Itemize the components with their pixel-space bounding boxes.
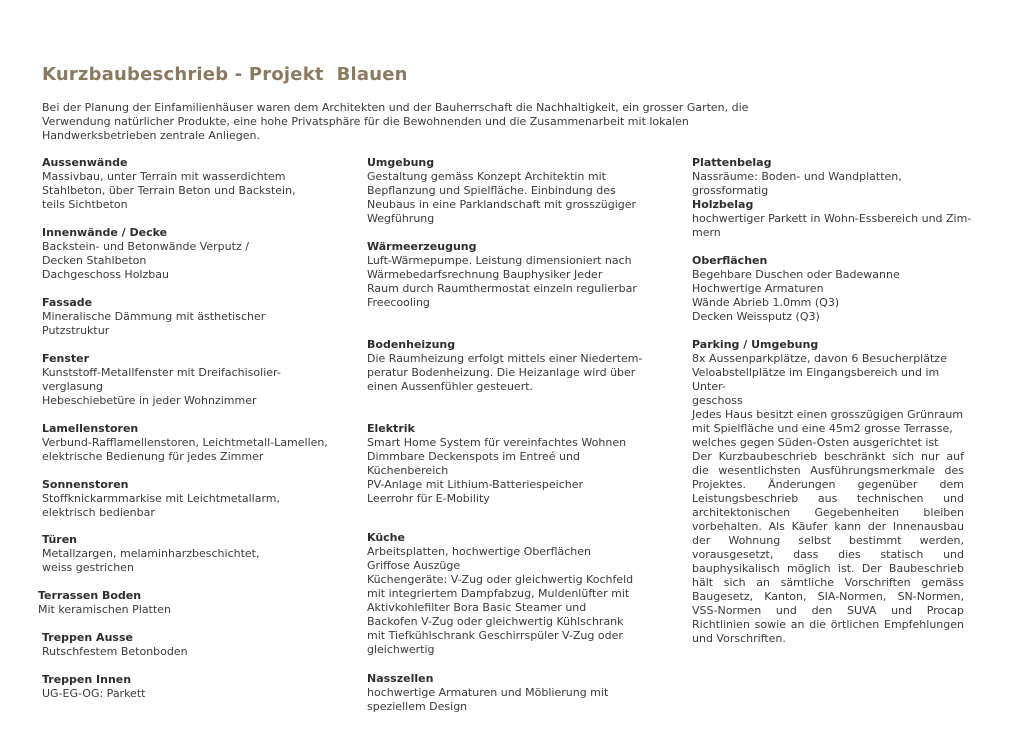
section-heading: Parking / Umgebung <box>692 338 819 351</box>
section-text: UG-EG-OG: Parkett <box>42 687 146 700</box>
page-title: Kurzbaubeschrieb - Projekt Blauen <box>42 64 408 85</box>
section-heading: Fassade <box>42 296 93 309</box>
section-umgebung <box>367 156 667 226</box>
section-text: Gestaltung gemäss Konzept Architektin mit Bepflanzung und Spielfläche. Einbindung des Neubaus in eine Parklandschaft mit grosszügiger Wegführung <box>367 170 637 225</box>
section-text: Die Raumheizung erfolgt mittels einer Niedertem- peratur Bodenheizung. Die Heizanlage wird über einen Aussenfühler gesteuert. <box>367 352 643 393</box>
section-treppen-ausse <box>42 631 342 659</box>
section-nasszellen <box>367 672 667 714</box>
section-heading: Treppen Ausse <box>42 631 133 644</box>
section-plattenbelag <box>692 156 972 198</box>
section-lamellenstoren <box>42 422 342 464</box>
section-heading: Lamellenstoren <box>42 422 139 435</box>
section-text: Backstein- und Betonwände Verputz / Decken Stahlbeton Dachgeschoss Holzbau <box>42 240 249 281</box>
section-text: hochwertiger Parkett in Wohn-Essbereich und Zim- mern <box>692 212 972 239</box>
section-heading: Oberflächen <box>692 254 768 267</box>
section-text: 8x Aussenparkplätze, davon 6 Besucherplätze Veloabstellplätze im Eingangsbereich und im Unter- geschoss Jedes Haus besitzt einen grosszügigen Grünraum mit Spielfläche und eine 45m2 grosse Terrasse, welches gegen Süden-Osten ausgerichtet ist <box>692 352 964 449</box>
section-heading: Umgebung <box>367 156 435 169</box>
disclaimer-paragraph <box>692 450 964 646</box>
section-heading: Küche <box>367 531 405 544</box>
section-heading: Innenwände / Decke <box>42 226 168 239</box>
section-fenster <box>42 352 342 408</box>
section-text: Arbeitsplatten, hochwertige Oberflächen Griﬀose Auszüge Küchengeräte: V-Zug oder gleichwertig Kochfeld mit integriertem Dampfabzug, Muldenlüfter mit Aktivkohlefilter Bora Basic Steamer und Backofen V-Zug oder gleichwertig Kühlschrank mit Tiefkühlschrank Geschirrspüler V-Zug oder gleichwertig <box>367 545 634 656</box>
section-terrassen-boden <box>38 589 338 617</box>
section-aussenwaende <box>42 156 342 212</box>
section-innenwaende <box>42 226 342 282</box>
section-text: Mineralische Dämmung mit ästhetischer Putzstruktur <box>42 310 266 337</box>
section-kueche <box>367 531 667 657</box>
intro-paragraph: Bei der Planung der Einfamilienhäuser waren dem Architekten und der Bauherrschaft die Nachhaltigkeit, ein grosser Garten, die Verwendung natürlicher Produkte, eine hohe Privatsphäre für die Bewohnenden und die Zusammenarbeit mit lokalen Handwerksbetrieben zentrale Anliegen. <box>42 101 749 142</box>
section-heading: Plattenbelag <box>692 156 772 169</box>
section-text: Nassräume: Boden- und Wandplatten, grossformatig <box>692 170 902 197</box>
section-parking-umgebung <box>692 338 972 450</box>
section-heading: Elektrik <box>367 422 415 435</box>
section-heading: Nasszellen <box>367 672 434 685</box>
section-text: Metallzargen, melaminharzbeschichtet, weiss gestrichen <box>42 547 260 574</box>
section-text: Kunststoff-Metallfenster mit Dreifachisolier- verglasung Hebeschiebetüre in jeder Wohnzimmer <box>42 366 281 407</box>
section-heading: Terrassen Boden <box>38 589 142 602</box>
section-heading: Fenster <box>42 352 90 365</box>
section-text: Luft-Wärmepumpe. Leistung dimensioniert nach Wärmebedarfsrechnung Bauphysiker Jeder Raum durch Raumthermostat einzeln regulierbar Freecooling <box>367 254 637 309</box>
section-elektrik <box>367 422 667 506</box>
section-heading: Türen <box>42 533 78 546</box>
section-heading: Sonnenstoren <box>42 478 129 491</box>
section-heading: Treppen Innen <box>42 673 132 686</box>
section-heading: Bodenheizung <box>367 338 456 351</box>
section-heading: Wärmeerzeugung <box>367 240 477 253</box>
section-sonnenstoren <box>42 478 342 520</box>
section-oberflaechen <box>692 254 972 324</box>
section-text: Begehbare Duschen oder Badewanne Hochwertige Armaturen Wände Abrieb 1.0mm (Q3) Decken Weissputz (Q3) <box>692 268 900 323</box>
section-text: Mit keramischen Platten <box>38 603 171 616</box>
section-waermeerzeugung <box>367 240 667 310</box>
section-text: Verbund-Rafflamellenstoren, Leichtmetall-Lamellen, elektrische Bedienung für jedes Zimmer <box>42 436 328 463</box>
section-text: Massivbau, unter Terrain mit wasserdichtem Stahlbeton, über Terrain Beton und Backstein, teils Sichtbeton <box>42 170 296 211</box>
section-holzbelag <box>692 198 972 240</box>
section-text: hochwertige Armaturen und Möblierung mit speziellem Design <box>367 686 609 713</box>
section-tueren <box>42 533 342 575</box>
section-fassade <box>42 296 342 338</box>
section-text: Stoffknickarmmarkise mit Leichtmetallarm, elektrisch bedienbar <box>42 492 281 519</box>
section-heading: Aussenwände <box>42 156 128 169</box>
section-heading: Holzbelag <box>692 198 754 211</box>
section-treppen-innen <box>42 673 342 701</box>
section-text: Rutschfestem Betonboden <box>42 645 188 658</box>
disclaimer-text: Der Kurzbaubeschrieb beschränkt sich nur auf die wesentlichsten Ausführungsmerkmale des Projektes. Änderungen gegenüber dem Leistungsbeschrieb aus technischen und architektonischen Gegebenheiten bleiben vorbehalten. Als Käufer kann der Innenausbau der Wohnung selbst bestimmt werden, vorausgesetzt, dass dies statisch und bauphysikalisch möglich ist. Der Baubeschrieb hält sich an sämtliche Vorschriften gemäss Baugesetz, Kanton, SIA-Normen, SN-Normen, VSS-Normen und den SUVA und Procap Richtlinien sowie an die örtlichen Empfehlungen und Vorschriften. <box>692 450 964 645</box>
section-text: Smart Home System für vereinfachtes Wohnen Dimmbare Deckenspots im Entreé und Küchenbereich PV-Anlage mit Lithium-Batteriespeicher Leerrohr für E-Mobility <box>367 436 627 505</box>
section-bodenheizung <box>367 338 667 394</box>
